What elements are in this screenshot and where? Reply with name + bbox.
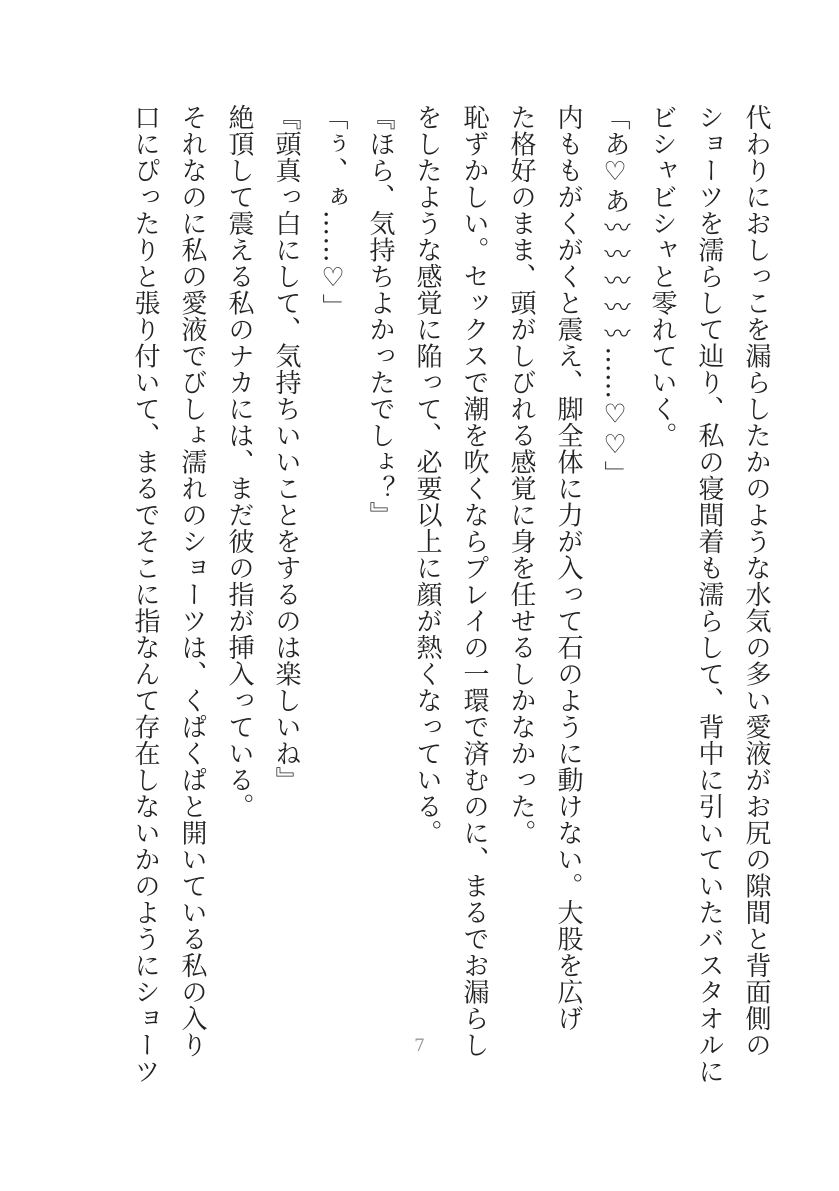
dialogue-line: 「あ♡あ〰〰〰〰〰……♡♡」	[600, 104, 630, 487]
text-line: 口にぴったりと張り付いて、まるでそこに指なんて存在しないかのようにショーツ	[130, 104, 160, 1085]
text-line: ビシャビシャと零れていく。	[647, 104, 677, 449]
dialogue-line: 『ほら、気持ちよかったでしょ？』	[365, 104, 395, 528]
text-line: ショーツを濡らして辿り、私の寝間着も濡らして、背中に引いていたバスタオルに	[694, 104, 724, 1085]
text-line: 恥ずかしい。セックスで潮を吹くならプレイの一環で済むのに、まるでお漏らし	[459, 104, 489, 1058]
text-line: それなのに私の愛液でびしょ濡れのショーツは、くぱくぱと開いている私の入り	[177, 104, 207, 1058]
dialogue-line: 『頭真っ白にして、気持ちいいことをするのは楽しいね』	[271, 104, 301, 793]
text-line: 代わりにおしっこを漏らしたかのような水気の多い愛液がお尻の隙間と背面側の	[741, 104, 771, 1058]
text-line: をしたような感覚に陥って、必要以上に顔が熱くなっている。	[412, 104, 442, 846]
dialogue-line: 「ぅ、ぁ……♡」	[318, 104, 348, 320]
body-text	[121, 104, 779, 1085]
page-number: 7	[414, 1036, 425, 1056]
text-line: た格好のまま、頭がしびれる感覚に身を任せるしかなかった。	[506, 104, 536, 846]
text-line: 絶頂して震える私のナカには、まだ彼の指が挿入っている。	[224, 104, 254, 820]
text-line: 内ももがくがくと震え、脚全体に力が入って石のように動けない。大股を広げ	[553, 104, 583, 1032]
